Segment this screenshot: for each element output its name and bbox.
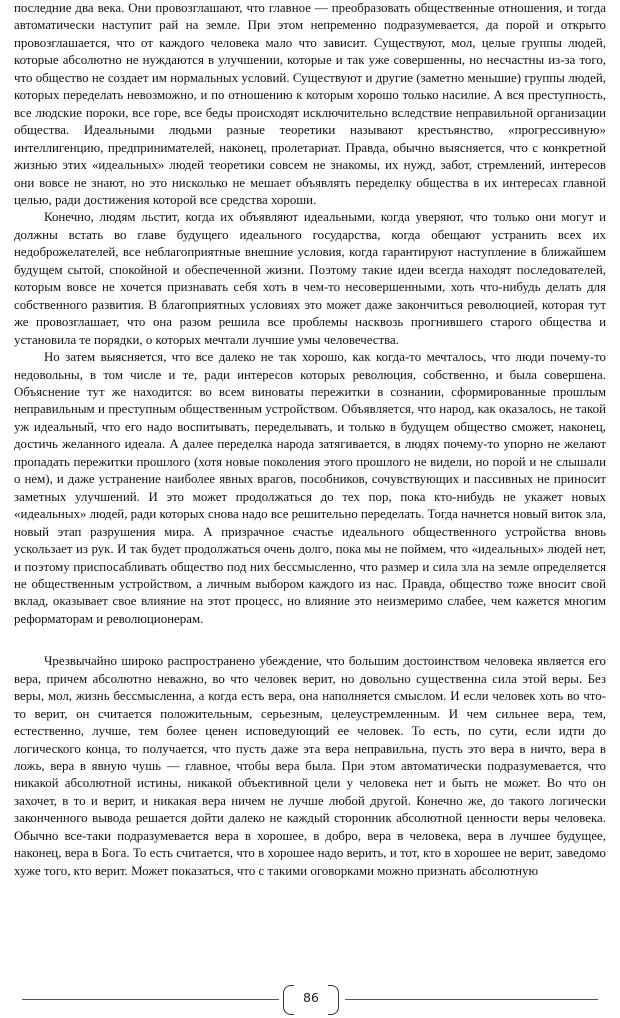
footer-rule-right: [345, 999, 598, 1000]
footer-rule-left: [22, 999, 279, 1000]
left-brace-ornament: [283, 985, 294, 1015]
page-number: 86: [303, 990, 319, 1005]
page-footer: [0, 985, 620, 1015]
paragraph: Но затем выясняется, что все далеко не так хорошо, как когда-то мечталось, что люди почему-то недовольны, в том числе и те, ради интересов которых революция, собственно, и была совершена. Объяснение тут же находится: во всем виноваты пережитки в сознании, сформированные прошлым неправильным и преступным общественным устройством. Объявляется, что народ, как оказалось, не такой уж идеальный, что его надо воспитывать, переделывать, и только в будущем общество сможет, наконец, достичь желанного идеала. А далее переделка народа затягивается, в людях почему-то упорно не желают пропадать пережитки прошлого (хотя новые поколения этого прошлого не видели, но порой и не слышали о нем), и даже устранение наиболее явных врагов, пособников, сочувствующих и пассивных не приносит заметных улучшений. И это может продолжаться до тех пор, пока кто-нибудь не укажет новых «идеальных» людей, ради которых снова надо все решительно переделать. Тогда начнется новый виток зла, новый этап разрушения мира. А призрачное счастье идеального общественного устройства вновь ускользает из рук. И так будет продолжаться очень долго, пока мы не поймем, что «идеальных» людей нет, и поэтому приспосабливать общество под них бессмысленно, что размер и сила зла на земле определяется не общественным устройством, а личным выбором каждого из нас. Правда, общество тоже вносит свой вклад, оказывает свое влияние на этот процесс, но влияние это неизмеримо слабее, чем кажется многим реформаторам и революционерам.: [14, 350, 606, 626]
paragraph: последние два века. Они провозглашают, что главное — преобразовать общественные отношения, и тогда автоматически наступит рай на земле. При этом непременно подразумевается, да порой и открыто провозглашается, что от каждого человека мало что зависит. Существуют, мол, целые группы людей, которые абсолютно не нуждаются в улучшении, которые и так уже совершенны, но несчастны из-за того, что общество не создает им нормальных условий. Существуют и другие (заметно меньшие) группы людей, которых переделать невозможно, и по отношению к которым хорошо только насилие. А вся преступность, все людские пороки, все горе, все беды происходят исключительно вследствие неправильной организации общества. Идеальными людьми разные теоретики называют крестьянство, «прогрессивную» интеллигенцию, предпринимателей, наконец, пролетариат. Правда, обычно выясняется, что с конкретной жизнью этих «идеальных» людей теоретики совсем не знакомы, их нужд, забот, стремлений, интересов они вовсе не знают, но это нисколько не мешает объявлять переделку общества в их интересах главной целью, ради достижения которой все средства хороши.: [14, 1, 606, 207]
paragraph: Чрезвычайно широко распространено убеждение, что большим достоинством человека является его вера, причем абсолютно неважно, во что человек верит, но довольно существенна сила этой веры. Без веры, мол, жизнь бессмысленна, а когда есть вера, она наполняется смыслом. И если человек хоть во что-то верит, он считается положительным, серьезным, целеустремленным. И чем сильнее вера, тем, естественно, лучше, тем более ценен исповедующий ее человек. То есть, по сути, если идти до логического конца, то получается, что пусть даже эта вера неправильна, пусть это вера в ничто, вера в ложь, вера в явную чушь — главное, чтобы вера была. При этом автоматически подразумевается, что никакой абсолютной истины, никакой объективной цели у человека нет и быть не может. Во что он захочет, в то и верит, и никакая вера ничем не лучше любой другой. Конечно же, до такого логически законченного вывода решается дойти далеко не каждый сторонник абсолютной ценности веры человека. Обычно все-таки подразумевается вера в хорошее, в добро, вера в человека, вера в лучшее будущее, наконец, вера в Бога. То есть считается, что в хорошее надо верить, и тот, кто в хорошее не верит, заведомо хуже того, кто верит. Может показаться, что с такими оговорками можно признать абсолютную: [14, 654, 606, 878]
body-text: [14, 0, 606, 880]
right-brace-ornament: [328, 985, 339, 1015]
paragraph: Конечно, людям льстит, когда их объявляют идеальными, когда уверяют, что только они могут и должны встать во главе будущего идеального государства, когда обещают устранить всех их недоброжелателей, все неблагоприятные внешние условия, когда гарантируют наступление в ближайшем будущем сытой, спокойной и обеспеченной жизни. Поэтому такие идеи всегда находят последователей, которым вовсе не хочется признавать себя хоть в чем-то несовершенными, хоть что-нибудь делать для собственного развития. В благоприятных условиях это может даже закончиться революцией, которая тут же провозглашает, что она разом решила все проблемы насквозь прогнившего старого общества и установила те порядки, о которых мечтали лучшие умы человечества.: [14, 210, 606, 347]
